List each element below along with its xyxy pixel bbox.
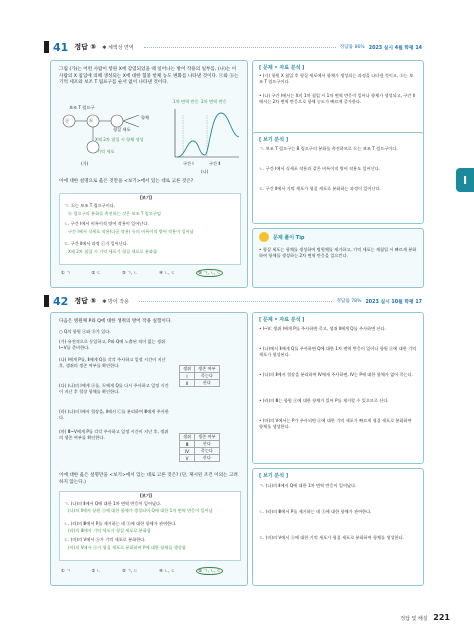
answer-choices [61,567,243,575]
tip-box [252,228,424,288]
answer-label: 정답 ⑤ [74,43,97,51]
problem-intro: 그림 (가)는 어떤 사람이 항원 X에 감염되었을 때 일어나는 방어 작용의 일부를, (나)는 이 사람의 X 침입에 의해 생성되는 X에 대한 혈중 항체 농도 변화를 나타낸 것이다. ⓐ와 ⓑ는 기억 세포와 보조 T 림프구를 순서 없이 나타낸 것이다. [59,67,239,86]
analysis-head: [ 문제 • 자료 분석 ] [259,65,305,71]
question-42-analysis [252,312,424,464]
table-cell: 산다 [195,455,220,462]
bogi-item: ㄱ. ⓑ는 보조 T 림프구이다. [64,203,116,208]
chapter-tab[interactable]: Ⅰ [456,168,474,192]
problem-info: ○ Q의 항원 ⓐ와 ⓑ가 있다. [59,329,111,334]
correct-choice: ⑤ ㄱ, ㄴ, ㄷ [196,269,223,277]
question-41-problem [50,60,248,288]
diagram-label: ⓐ [65,118,70,123]
page-number: 221 [433,613,450,622]
question-41-header [44,40,422,54]
analysis-item: ㄷ. 구간 Ⅱ에서 기억 세포가 형질 세포로 분화하는 과정이 일어난다. [259,186,381,191]
analysis-item: ㄱ. 보조 T 림프구는 B 림프구의 분화를 촉진하므로 ⓑ는 보조 T 림프구이다. [259,146,398,151]
result-table-2 [179,433,220,462]
answer-label: 정답 ⑤ [74,297,97,305]
analysis-text: • (나)에서 Ⅱ에게 Q를 주사하면 Q에 대한 1차 면역 반응이 일어나 항원 ⓐ에 대한 기억 세포가 형성된다. [259,346,417,358]
choice: ③ ㄱ, ㄷ [121,568,138,573]
bogi-item: ㄷ. 구간 Ⅱ에서 과정 ⓒ가 일어난다. [64,241,129,246]
bogi-analysis-head: [ 보기 분석 ] [259,473,289,479]
analysis-item: ㄱ. (나)의 Ⅱ에서 Q에 대한 1차 면역 반응이 일어났다. [259,483,357,488]
choice: ② ㄴ [91,568,101,573]
bogi-note: X에 2차 침입 시 기억 세포가 형질 세포로 분화함 [68,249,157,254]
analysis-text: • (라)의 Ⅲ는 항원 ⓐ에 대한 항체가 있어 P를 제거할 수 있으므로 산다. [259,398,389,403]
table-cell: 죽는다 [195,373,220,380]
table-cell: Ⅴ [180,455,195,462]
question-text: 이에 대한 옳은 설명만을 <보기>에서 있는 대로 고른 것은? (단, 제시된 조건 이외는 고려하지 않는다.) [59,473,238,485]
diagram-label: (가) [81,161,89,166]
choice: ① ㄱ [61,270,71,275]
question-number: 42 [53,294,69,308]
source-label: 2023 실시 4월 학평 14 [368,45,422,51]
bogi-title: [보기] [140,195,152,200]
bogi-item: ㄴ. (라)의 Ⅲ에서 P를 제거하는 데 ⓐ에 대한 항체가 관여한다. [64,521,177,526]
choice: ④ ㄴ, ㄷ [159,568,175,573]
experiment-step: (나) Ⅰ에게 P를, Ⅱ에게 Q를 각각 주사하고 일정 시간이 지난 후, 생쥐의 생존 여부를 확인한다. [59,357,166,369]
graph-label: 구간 Ⅰ [183,161,194,166]
correct-rate: 정답률 86% [339,45,365,50]
bulb-icon [259,232,269,242]
bogi-title: [보기] [140,493,152,498]
question-text: 이에 대한 설명으로 옳은 것만을 <보기>에서 있는 대로 고른 것은? [59,179,194,184]
problem-intro: 다음은 병원체 P와 Q에 대한 생쥐의 방어 작용 실험이다. [59,319,172,324]
diagram-note: 기억 세포 [97,149,115,154]
experiment-step: (가) 유전적으로 동일하고, P와 Q에 노출된 적이 없는 생쥐 Ⅰ~Ⅴ를 준비한다. [59,339,166,351]
experiment-step: (라) (나)의 Ⅰ에서 혈장을, Ⅱ에서 ⓒ를 분리하여 Ⅲ에게 주사한다. [59,409,169,421]
table-cell: Ⅱ [180,380,195,387]
bogi-note: (라)의 Ⅲ에서 기억 세포가 형질 세포로 분화함 [68,528,151,533]
bogi-item: ㄷ. (마)의 Ⅴ에서 ⓐ가 기억 세포로 분화한다. [64,537,146,542]
bogi-note: ⓑ 림프구의 분화를 촉진하는 것은 보조 T 림프구임 [68,211,161,216]
analysis-item: ㄴ. (라)의 Ⅲ에서 P를 제거하는 데 ⓐ에 대한 항체가 관여한다. [259,509,372,514]
table-header: 생쥐 [180,366,195,373]
choice: ③ ㄱ, ㄴ [121,270,138,275]
topic-label: ✱ 방어 작용 [102,298,129,305]
experiment-step: (마) Ⅲ~Ⅴ에게 P를 각각 주사하고 일정 시간이 지난 후, 생쥐의 생존 여부를 확인한다. [59,429,169,441]
analysis-text: • Ⅰ~Ⅴ: 생쥐 Ⅰ에게 P를 주사하면 죽고, 생쥐 Ⅱ에게 Q를 주사하면 산다. [259,326,386,331]
table-cell: Ⅲ [180,441,195,448]
graph-label: 구간 Ⅱ [209,161,221,166]
diagram-label: 항체 [141,115,150,120]
divider [139,301,333,302]
header-chip [44,41,49,53]
question-42-header [44,294,422,308]
footer-label: 정답 및 해설 [400,616,428,622]
analysis-text: • (가) 항원 X 침입 후 형질 세포에서 항체가 생성되는 과정을 나타낸 것이고, ⓑ는 보조 T 림프구이다. [259,73,414,85]
tip-title: 문제 풀이 Tip [273,235,305,241]
analysis-text: • (다)의 Ⅱ에서 혈장을 분리하여 Ⅳ에게 주사하면, Ⅳ는 P에 대한 항체가 없어 죽는다. [259,372,413,377]
question-number: 41 [53,40,69,54]
table-cell: 죽는다 [195,448,220,455]
bogi-item: ㄴ. 구간 Ⅰ에서 비특이적 방어 작용이 일어난다. [64,221,149,226]
table-header: 생쥐 [180,434,195,441]
question-41-bogi-analysis [252,132,424,224]
graph-note: 2차 면역 반응 [201,99,227,104]
correct-rate: 정답률 78% [336,299,362,304]
tip-text: • 형질 세포는 항체를 생성하여 병원체를 제거하고, 기억 세포는 재침입 시 빠르게 분화하여 항체를 생성하는 2차 면역 반응을 일으킨다. [259,247,417,259]
choice: ① ㄱ [61,568,71,573]
correct-choice: ⑤ ㄱ, ㄴ, ㄷ [196,567,223,575]
graph-note: 1차 면역 반응 [173,99,199,104]
analysis-item: ㄴ. 구간 Ⅰ에서 식세포 작용과 같은 비특이적 방어 작용도 일어난다. [259,166,381,171]
bogi-item: ㄱ. (나)의 Ⅱ에서 Q에 대한 1차 면역 반응이 일어났다. [64,501,162,506]
analysis-text: • (마)의 Ⅴ에서는 P가 주사되면 ⓐ에 대한 기억 세포가 빠르게 형질 세포로 분화하여 항체를 생성한다. [259,418,412,430]
result-table-1 [179,365,220,387]
table-header: 생존 여부 [195,366,220,373]
diagram-label: 형질 세포 [113,127,131,132]
table-cell: Ⅳ [180,448,195,455]
divider [144,47,336,48]
answer-choices [61,269,243,277]
bogi-analysis-head: [ 보기 분석 ] [259,137,289,143]
graph-label: (나) [201,169,209,174]
bogi-box [59,193,241,265]
bogi-note: 구간 Ⅰ에서 식세포 작용(다군 작용) 등의 비특이적 방어 작용이 일어남 [68,229,194,234]
analysis-item: ㄷ. (마)의 Ⅴ에서 ⓐ에 대한 기억 세포가 형질 세포로 분화하여 항체를 생성한다. [259,535,404,540]
analysis-text: • (나) 구간 Ⅰ에서는 X의 1차 침입 시 1차 면역 반응이 일어나 항체가 생성되고, 구간 Ⅱ에서는 2차 면역 반응으로 항체 농도가 빠르게 증가한다. [259,93,415,105]
header-chip [44,295,49,307]
diagram-note: X에 2차 침입 시 항체 생성 [95,137,144,142]
table-header: 생존 여부 [195,434,220,441]
experiment-step: (다) (나)의 Ⅰ에게 ⓐ를, ⓑ에게 Q를 다시 주사하고 일정 시간이 지난 후 혈장 항체를 확인한다. [59,383,169,395]
table-cell: 산다 [195,441,220,448]
question-42-bogi-analysis [252,468,424,586]
table-cell: Ⅰ [180,373,195,380]
choice: ④ ㄴ, ㄷ [159,270,175,275]
diagram-label: 보조 T 림프구 [69,105,95,110]
question-42-problem [50,312,248,586]
topic-label: ✱ 체액성 면역 [102,44,134,51]
bogi-box [59,491,241,561]
page-footer [400,613,450,622]
diagram-label: ⓑ [89,118,94,123]
table-cell: 산다 [195,380,220,387]
source-label: 2023 실시 10월 학평 17 [365,299,422,305]
choice: ② ㄷ [91,270,101,275]
bogi-note: (나)의 Ⅱ에서 항원 ⓐ에 대한 항체가 생성되어 Q에 대한 1차 면역 반응이 일어남 [68,508,213,513]
antibody-graph [169,105,241,165]
immune-diagram [59,101,163,171]
analysis-head: [ 문제 • 자료 분석 ] [259,317,305,323]
bogi-note: (마)의 Ⅴ에서 ⓐ가 형질 세포로 분화하여 P에 대한 항체를 생성함 [68,545,186,550]
